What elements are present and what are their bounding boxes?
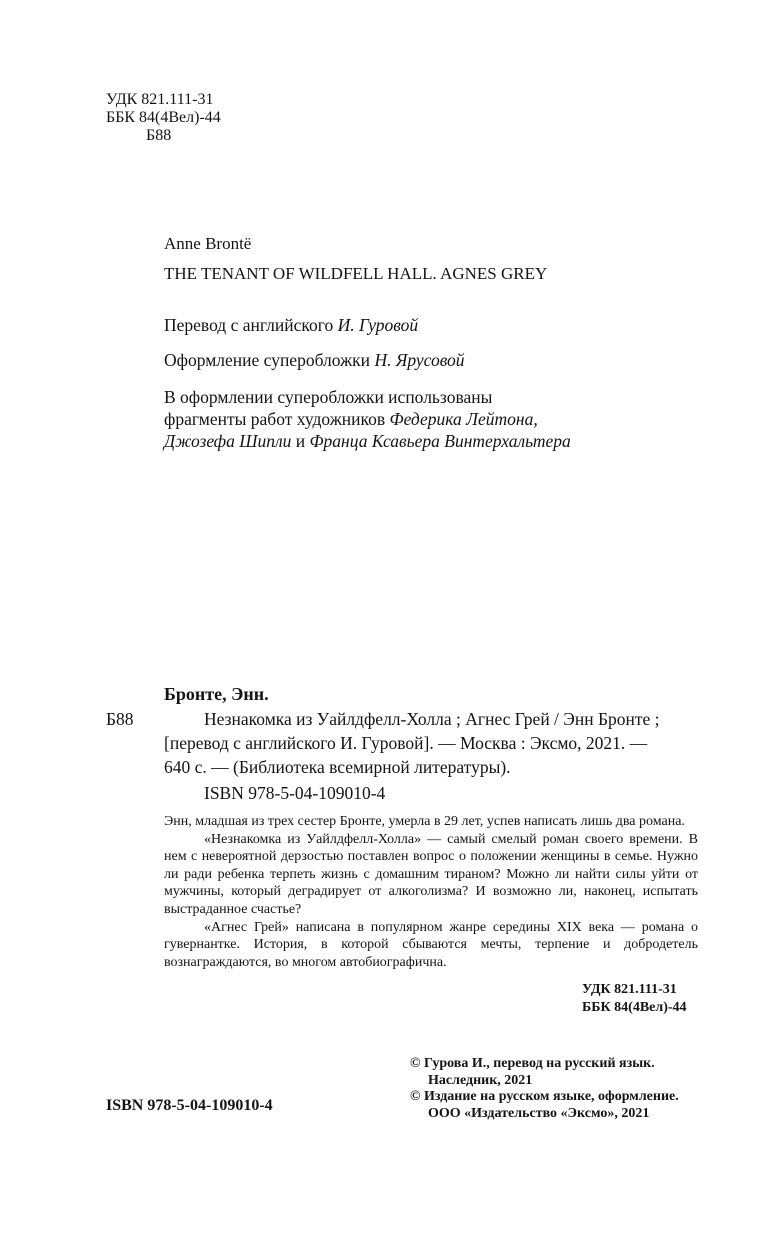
catalog-line-1: Незнакомка из Уайлдфелл-Холла ; Агнес Грей / Энн Бронте ; — [204, 709, 660, 729]
artist-2: Джозефа Шипли — [164, 431, 292, 451]
author-mark: Б88 — [146, 127, 172, 144]
catalog-line-2: [перевод с английского И. Гуровой]. — Москва : Эксмо, 2021. — — [164, 733, 648, 753]
copyright-translation-holder: Наследник, 2021 — [428, 1072, 533, 1088]
original-title: THE TENANT OF WILDFELL HALL. AGNES GREY — [164, 264, 548, 283]
isbn: ISBN 978-5-04-109010-4 — [106, 1097, 273, 1114]
copyright-edition: © Издание на русском языке, оформление. — [410, 1089, 679, 1104]
catalog-line-3: 640 с. — (Библиотека всемирной литературы). — [164, 757, 511, 777]
art-line-2 — [164, 408, 571, 430]
annotation-paragraph: «Агнес Грей» написана в популярном жанре середины XIX века — романа о гувернантке. История, в которой сбываются мечты, терпение и добродетель вознаграждаются, во многом автобиографична. — [164, 919, 698, 970]
catalog-heading: Бронте, Энн. — [164, 684, 269, 704]
bbk-code: ББК 84(4Вел)-44 — [582, 1000, 687, 1015]
translator-name: И. Гуровой — [337, 315, 419, 335]
udk-code: УДК 821.111-31 — [582, 982, 677, 997]
annotation-paragraph: «Незнакомка из Уайлдфелл-Холла» — самый смелый роман своего времени. В нем с невероятной дерзостью поставлен вопрос о положении женщины в семье. Нужно ли ради ребенка терпеть жизнь с домашним тираном? Можно ли найти силы уйти от мужчины, который деградирует от алкоголизма? И возможно ли, наконец, испытать выстраданное счастье? — [164, 831, 698, 917]
cover-prefix: Оформление суперобложки — [164, 350, 375, 370]
annotation — [164, 813, 698, 971]
catalog-mark: Б88 — [106, 709, 134, 729]
copyright-publisher: ООО «Издательство «Эксмо», 2021 — [428, 1105, 650, 1121]
cover-designer: Н. Ярусовой — [374, 350, 465, 370]
classification-codes — [106, 90, 221, 144]
udk-code: УДК 821.111-31 — [106, 91, 214, 108]
artist-3: Франца Ксавьера Винтерхальтера — [309, 431, 571, 451]
translation-credit — [164, 314, 418, 336]
annotation-paragraph: Энн, младшая из трех сестер Бронте, умерла в 29 лет, успев написать лишь два романа. — [164, 814, 685, 829]
copyright-translation: © Гурова И., перевод на русский язык. — [410, 1056, 655, 1071]
art-and: и — [291, 431, 310, 451]
catalog-isbn: ISBN 978-5-04-109010-4 — [204, 783, 386, 803]
art-credit — [164, 386, 571, 452]
translation-prefix: Перевод с английского — [164, 315, 338, 335]
art-line-3 — [164, 430, 571, 452]
copyright-block — [410, 1056, 679, 1122]
original-author: Anne Brontё — [164, 234, 252, 253]
artist-1: Федерика Лейтона, — [389, 409, 538, 429]
bbk-code: ББК 84(4Вел)-44 — [106, 109, 221, 126]
cover-credit — [164, 349, 465, 371]
art-line-2-prefix: фрагменты работ художников — [164, 409, 390, 429]
art-line-1: В оформлении суперобложки использованы — [164, 387, 493, 407]
right-classification-codes — [582, 981, 687, 1017]
